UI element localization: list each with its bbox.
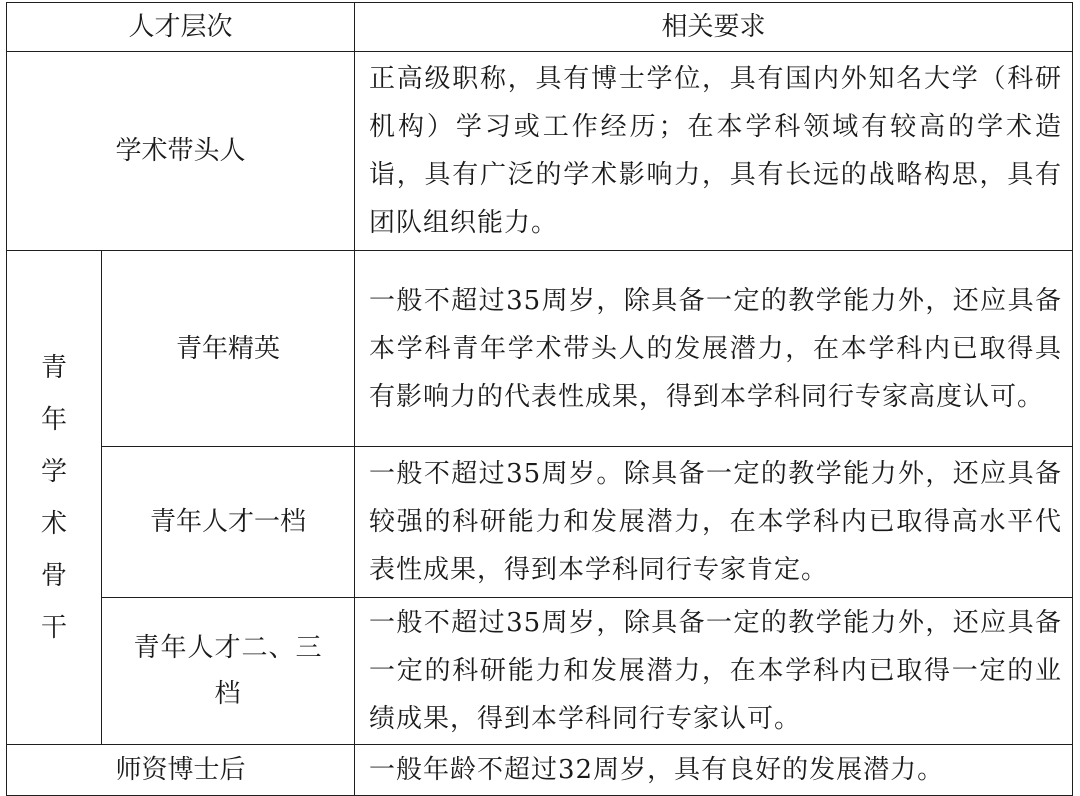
table-row xyxy=(7,598,1073,745)
level-cell-tier23 xyxy=(102,598,355,745)
header-requirement: 相关要求 xyxy=(355,3,1073,52)
level-cell-tier1: 青年人才一档 xyxy=(102,447,355,598)
level-cell-elite: 青年精英 xyxy=(102,251,355,447)
table-header-row xyxy=(7,3,1073,52)
requirement-cell-postdoc: 一般年龄不超过32周岁，具有良好的发展潜力。 xyxy=(355,745,1073,796)
group-label-youth: 青年学术骨干 xyxy=(40,352,67,643)
talent-requirements-table xyxy=(6,2,1073,796)
header-level: 人才层次 xyxy=(7,3,355,52)
requirement-cell-elite: 一般不超过35周岁，除具备一定的教学能力外，还应具备本学科青年学术带头人的发展潜力，在本学科内已取得具有影响力的代表性成果，得到本学科同行专家高度认可。 xyxy=(355,251,1073,447)
requirement-cell-tier1: 一般不超过35周岁。除具备一定的教学能力外，还应具备较强的科研能力和发展潜力，在本学科内已取得高水平代表性成果，得到本学科同行专家肯定。 xyxy=(355,447,1073,598)
requirement-cell-tier23: 一般不超过35周岁，除具备一定的教学能力外，还应具备一定的科研能力和发展潜力，在本学科内已取得一定的业绩成果，得到本学科同行专家认可。 xyxy=(355,598,1073,745)
table-row xyxy=(7,447,1073,598)
table-row xyxy=(7,52,1073,251)
level-cell-postdoc: 师资博士后 xyxy=(7,745,355,796)
requirement-cell-leader: 正高级职称，具有博士学位，具有国内外知名大学（科研机构）学习或工作经历；在本学科领域有较高的学术造诣，具有广泛的学术影响力，具有长远的战略构思，具有团队组织能力。 xyxy=(355,52,1073,251)
level-cell-leader: 学术带头人 xyxy=(7,52,355,251)
level-label-tier23: 青年人才二、三档 xyxy=(133,632,323,709)
table-row xyxy=(7,745,1073,796)
table-row xyxy=(7,251,1073,447)
group-cell-youth xyxy=(7,251,102,745)
